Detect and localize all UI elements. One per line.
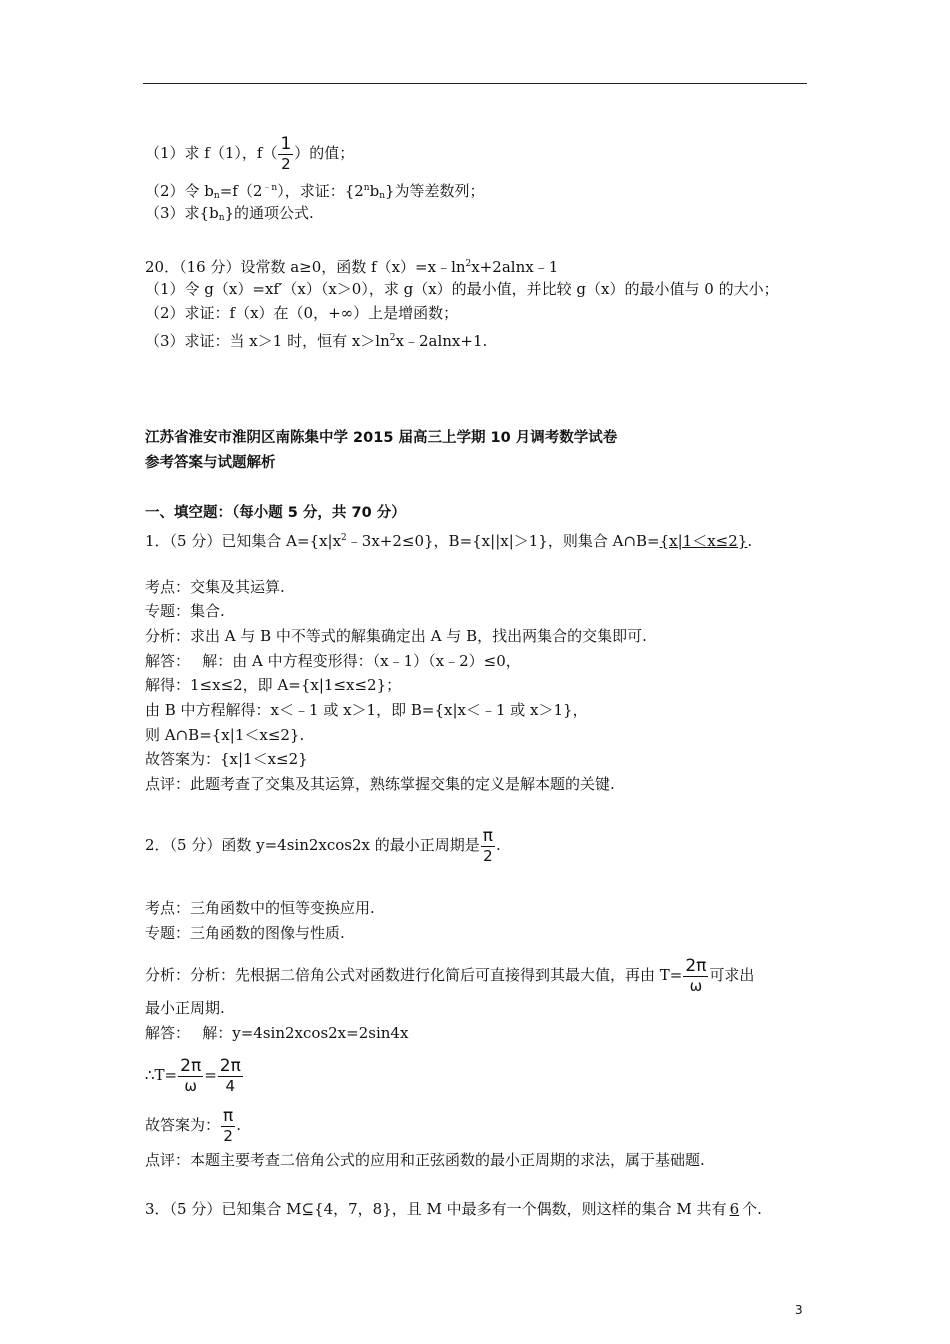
a3-stem: 3．（5 分）已知集合 M⊆{4，7，8}，且 M 中最多有一个偶数，则这样的集合 M 共有 6 个. [145, 1200, 762, 1218]
a1-jieda-3: 由 B 中方程解得：x＜﹣1 或 x＞1，即 B={x|x＜﹣1 或 x＞1}， [145, 701, 588, 719]
a2-fenxi-cont: 最小正周期. [145, 999, 225, 1017]
fraction-pi-over-2: $\frac{\pi}{2}$ [482, 826, 494, 865]
a1-jieda-1: 解答： 解：由 A 中方程变形得：（x﹣1）（x﹣2）≤0， [145, 652, 521, 670]
fraction-2pi-over-4: $\frac{2\pi}{4}$ [219, 1056, 241, 1095]
a1-jieda-4: 则 A∩B={x|1＜x≤2}. [145, 726, 305, 744]
a1-kaodian: 考点：交集及其运算. [145, 578, 285, 596]
a2-fenxi: 分析：分析：先根据二倍角公式对函数进行化简后可直接得到其最大值，再由 T= $\frac{2\pi}{\omega}$ 可求出 [145, 956, 755, 995]
a1-guda: 故答案为：{x|1＜x≤2} [145, 750, 308, 768]
fraction-2pi-over-omega: $\frac{2\pi}{\omega}$ [685, 956, 707, 995]
a2-guda: 故答案为： $\frac{\pi}{2}$ . [145, 1106, 242, 1145]
header-rule [143, 83, 807, 84]
a2-zhuanti: 专题：三角函数的图像与性质. [145, 924, 345, 942]
fraction-one-half: $\frac{1}{2}$ [280, 134, 292, 173]
a2-therefore: ∴T= $\frac{2\pi}{\omega}$ = $\frac{2\pi}{4}$ [145, 1056, 241, 1095]
q20-part3: （3）求证：当 x＞1 时，恒有 $x>\ln^2x﹣2alnx+1$. [145, 332, 488, 350]
answer-subtitle: 参考答案与试题解析 [145, 455, 276, 471]
a1-fenxi: 分析：求出 A 与 B 中不等式的解集确定出 A 与 B，找出两集合的交集即可. [145, 627, 647, 645]
a1-jieda-2: 解得：1≤x≤2，即 A={x|1≤x≤2}； [145, 676, 402, 694]
q20-part2: （2）求证：f（x）在（0，+∞）上是增函数； [145, 304, 459, 322]
a2-jieda: 解答： 解：y=4sin2xcos2x=2sin4x [145, 1024, 409, 1042]
page-number: 3 [795, 1303, 803, 1317]
q20-part1: （1）令 g（x）=xf′（x）（x＞0），求 g（x）的最小值，并比较 g（x）的最小值与 0 的大小； [145, 280, 779, 298]
q19-part3: （3）求$\{b_n\}$的通项公式. [145, 204, 314, 223]
a1-dianping: 点评：此题考查了交集及其运算，熟练掌握交集的定义是解本题的关键. [145, 775, 615, 793]
fraction-pi-over-2-answer: $\frac{\pi}{2}$ [223, 1106, 234, 1145]
a2-kaodian: 考点：三角函数中的恒等变换应用. [145, 899, 375, 917]
a3-answer: 6 [729, 1200, 740, 1218]
fraction-2pi-over-omega-2: $\frac{2\pi}{\omega}$ [180, 1056, 202, 1095]
q19-part1: （1）求 f（1），f（ $\frac{1}{2}$ ）的值； [145, 134, 355, 173]
a1-stem: 1．（5 分）已知集合 $A=\{x|x^2﹣3x+2\le 0\}$，B={x||x|＞1}，则集合 A∩B={x|1＜x≤2}. [145, 532, 753, 550]
a2-stem: 2．（5 分）函数 y=4sin2xcos2x 的最小正周期是 $\frac{\pi}{2}$ . [145, 826, 501, 865]
q19-part2: （2）令 $b_n=f(2^{﹣n})$，求证：$\{2^nb_n\}$为等差数列； [145, 182, 485, 201]
q20-stem: 20．（16 分）设常数 a≥0，函数 $f(x)=x﹣\ln^2x+2alnx﹣1$ [145, 258, 559, 276]
section-title: 一、填空题：（每小题 5 分，共 70 分） [145, 505, 406, 521]
answer-title: 江苏省淮安市淮阴区南陈集中学 2015 届高三上学期 10 月调考数学试卷 [145, 430, 618, 446]
a2-dianping: 点评：本题主要考查二倍角公式的应用和正弦函数的最小正周期的求法，属于基础题. [145, 1151, 705, 1169]
a1-answer: {x|1＜x≤2} [659, 532, 748, 550]
a1-zhuanti: 专题：集合. [145, 602, 225, 620]
